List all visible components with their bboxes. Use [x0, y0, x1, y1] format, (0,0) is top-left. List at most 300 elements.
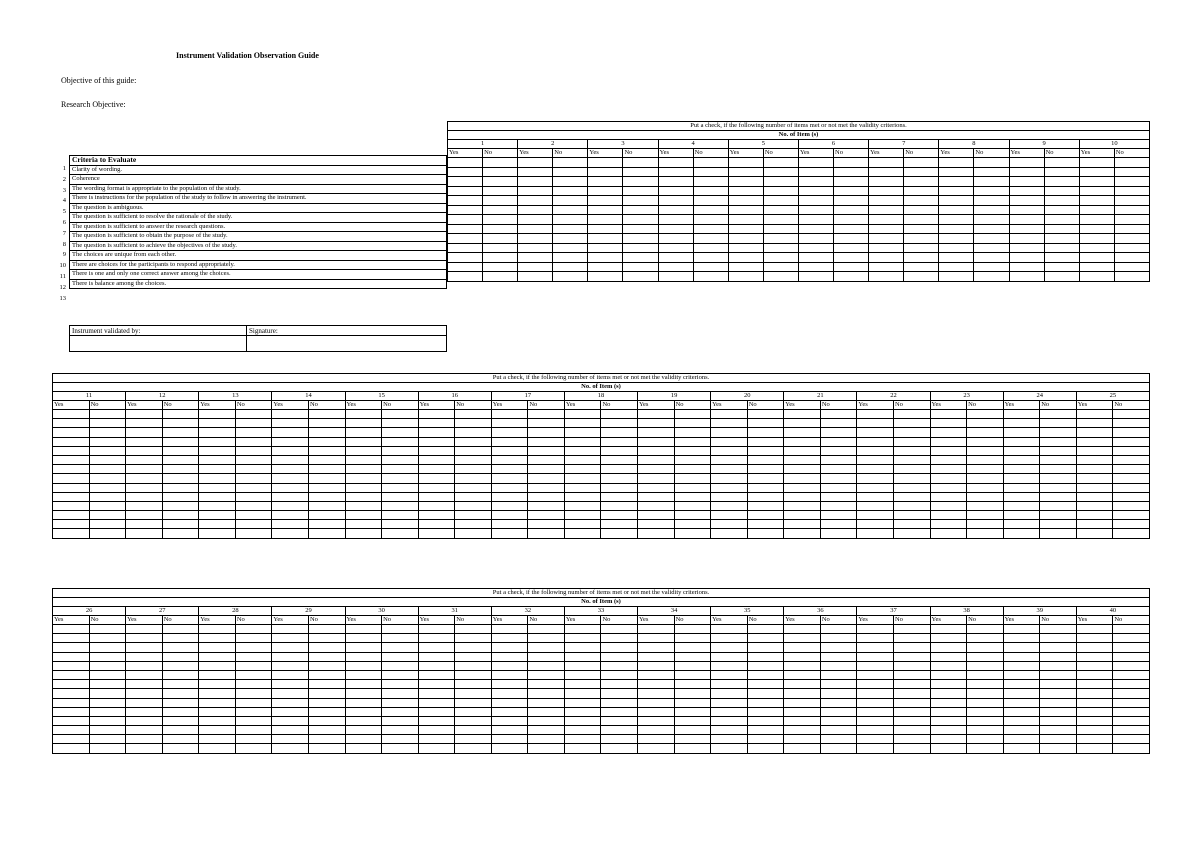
check-cell[interactable] [747, 455, 784, 464]
check-cell[interactable] [638, 529, 675, 538]
check-cell[interactable] [199, 446, 236, 455]
check-cell[interactable] [1040, 492, 1077, 501]
check-cell[interactable] [967, 735, 1004, 744]
check-cell[interactable] [53, 511, 90, 520]
check-cell[interactable] [162, 446, 199, 455]
check-cell[interactable] [162, 437, 199, 446]
check-cell[interactable] [638, 726, 675, 735]
signature-field[interactable] [247, 336, 447, 352]
check-cell[interactable] [1076, 661, 1113, 670]
check-cell[interactable] [658, 224, 693, 234]
check-cell[interactable] [308, 529, 345, 538]
check-cell[interactable] [974, 186, 1009, 196]
check-cell[interactable] [491, 661, 528, 670]
check-cell[interactable] [904, 234, 939, 244]
check-cell[interactable] [974, 272, 1009, 282]
check-cell[interactable] [382, 529, 419, 538]
check-cell[interactable] [601, 670, 638, 679]
check-cell[interactable] [798, 215, 833, 225]
check-cell[interactable] [1076, 465, 1113, 474]
check-cell[interactable] [199, 529, 236, 538]
check-cell[interactable] [674, 492, 711, 501]
check-cell[interactable] [588, 224, 623, 234]
check-cell[interactable] [693, 243, 728, 253]
check-cell[interactable] [1003, 511, 1040, 520]
check-cell[interactable] [623, 167, 658, 177]
check-cell[interactable] [53, 707, 90, 716]
check-cell[interactable] [272, 511, 309, 520]
check-cell[interactable] [1009, 253, 1044, 263]
check-cell[interactable] [820, 689, 857, 698]
check-cell[interactable] [455, 511, 492, 520]
check-cell[interactable] [162, 501, 199, 510]
check-cell[interactable] [53, 661, 90, 670]
check-cell[interactable] [455, 465, 492, 474]
check-cell[interactable] [674, 455, 711, 464]
check-cell[interactable] [418, 410, 455, 419]
check-cell[interactable] [857, 428, 894, 437]
check-cell[interactable] [308, 707, 345, 716]
check-cell[interactable] [382, 419, 419, 428]
check-cell[interactable] [162, 698, 199, 707]
check-cell[interactable] [483, 262, 518, 272]
check-cell[interactable] [89, 643, 126, 652]
check-cell[interactable] [1040, 716, 1077, 725]
check-cell[interactable] [491, 428, 528, 437]
check-cell[interactable] [1040, 419, 1077, 428]
check-cell[interactable] [869, 243, 904, 253]
check-cell[interactable] [382, 474, 419, 483]
check-cell[interactable] [345, 483, 382, 492]
check-cell[interactable] [939, 158, 974, 168]
check-cell[interactable] [601, 661, 638, 670]
check-cell[interactable] [834, 177, 869, 187]
check-cell[interactable] [1079, 272, 1114, 282]
check-cell[interactable] [199, 698, 236, 707]
check-cell[interactable] [308, 726, 345, 735]
check-cell[interactable] [455, 726, 492, 735]
check-cell[interactable] [382, 465, 419, 474]
check-cell[interactable] [1113, 437, 1150, 446]
check-cell[interactable] [967, 437, 1004, 446]
check-cell[interactable] [1003, 446, 1040, 455]
check-cell[interactable] [53, 474, 90, 483]
check-cell[interactable] [382, 625, 419, 634]
check-cell[interactable] [869, 253, 904, 263]
check-cell[interactable] [638, 707, 675, 716]
check-cell[interactable] [1009, 215, 1044, 225]
check-cell[interactable] [857, 625, 894, 634]
check-cell[interactable] [53, 520, 90, 529]
check-cell[interactable] [89, 455, 126, 464]
check-cell[interactable] [345, 446, 382, 455]
check-cell[interactable] [930, 698, 967, 707]
check-cell[interactable] [528, 707, 565, 716]
check-cell[interactable] [893, 698, 930, 707]
check-cell[interactable] [272, 446, 309, 455]
check-cell[interactable] [199, 634, 236, 643]
check-cell[interactable] [528, 735, 565, 744]
check-cell[interactable] [747, 698, 784, 707]
check-cell[interactable] [834, 158, 869, 168]
check-cell[interactable] [162, 625, 199, 634]
check-cell[interactable] [784, 465, 821, 474]
check-cell[interactable] [967, 625, 1004, 634]
check-cell[interactable] [658, 272, 693, 282]
check-cell[interactable] [674, 511, 711, 520]
check-cell[interactable] [1113, 428, 1150, 437]
check-cell[interactable] [126, 483, 163, 492]
check-cell[interactable] [820, 661, 857, 670]
check-cell[interactable] [235, 501, 272, 510]
check-cell[interactable] [382, 689, 419, 698]
check-cell[interactable] [693, 253, 728, 263]
check-cell[interactable] [53, 483, 90, 492]
check-cell[interactable] [601, 652, 638, 661]
check-cell[interactable] [89, 744, 126, 753]
check-cell[interactable] [974, 158, 1009, 168]
check-cell[interactable] [930, 634, 967, 643]
check-cell[interactable] [1113, 726, 1150, 735]
check-cell[interactable] [1040, 643, 1077, 652]
check-cell[interactable] [601, 437, 638, 446]
check-cell[interactable] [601, 428, 638, 437]
check-cell[interactable] [1009, 224, 1044, 234]
check-cell[interactable] [1040, 661, 1077, 670]
check-cell[interactable] [1113, 698, 1150, 707]
check-cell[interactable] [857, 670, 894, 679]
check-cell[interactable] [904, 262, 939, 272]
check-cell[interactable] [623, 205, 658, 215]
check-cell[interactable] [784, 726, 821, 735]
check-cell[interactable] [235, 428, 272, 437]
check-cell[interactable] [857, 410, 894, 419]
check-cell[interactable] [1044, 215, 1079, 225]
check-cell[interactable] [491, 529, 528, 538]
check-cell[interactable] [693, 215, 728, 225]
check-cell[interactable] [693, 186, 728, 196]
check-cell[interactable] [1076, 735, 1113, 744]
check-cell[interactable] [518, 262, 553, 272]
check-cell[interactable] [272, 726, 309, 735]
check-cell[interactable] [658, 253, 693, 263]
check-cell[interactable] [784, 689, 821, 698]
check-cell[interactable] [455, 437, 492, 446]
check-cell[interactable] [308, 474, 345, 483]
check-cell[interactable] [601, 716, 638, 725]
check-cell[interactable] [784, 511, 821, 520]
check-cell[interactable] [345, 652, 382, 661]
check-cell[interactable] [798, 205, 833, 215]
check-cell[interactable] [638, 465, 675, 474]
check-cell[interactable] [588, 272, 623, 282]
check-cell[interactable] [483, 224, 518, 234]
check-cell[interactable] [518, 253, 553, 263]
check-cell[interactable] [1076, 744, 1113, 753]
check-cell[interactable] [674, 474, 711, 483]
check-cell[interactable] [711, 465, 748, 474]
check-cell[interactable] [711, 520, 748, 529]
check-cell[interactable] [418, 689, 455, 698]
check-cell[interactable] [272, 437, 309, 446]
check-cell[interactable] [126, 492, 163, 501]
check-cell[interactable] [345, 465, 382, 474]
check-cell[interactable] [893, 455, 930, 464]
check-cell[interactable] [382, 698, 419, 707]
check-cell[interactable] [834, 215, 869, 225]
check-cell[interactable] [747, 689, 784, 698]
check-cell[interactable] [834, 262, 869, 272]
check-cell[interactable] [162, 455, 199, 464]
check-cell[interactable] [126, 529, 163, 538]
check-cell[interactable] [162, 670, 199, 679]
check-cell[interactable] [564, 465, 601, 474]
check-cell[interactable] [1113, 410, 1150, 419]
check-cell[interactable] [382, 726, 419, 735]
check-cell[interactable] [162, 735, 199, 744]
check-cell[interactable] [674, 446, 711, 455]
check-cell[interactable] [199, 726, 236, 735]
check-cell[interactable] [601, 474, 638, 483]
check-cell[interactable] [491, 410, 528, 419]
check-cell[interactable] [930, 446, 967, 455]
check-cell[interactable] [834, 196, 869, 206]
check-cell[interactable] [345, 643, 382, 652]
check-cell[interactable] [893, 707, 930, 716]
check-cell[interactable] [939, 253, 974, 263]
check-cell[interactable] [857, 643, 894, 652]
check-cell[interactable] [638, 652, 675, 661]
check-cell[interactable] [893, 446, 930, 455]
check-cell[interactable] [491, 501, 528, 510]
check-cell[interactable] [820, 698, 857, 707]
check-cell[interactable] [272, 520, 309, 529]
check-cell[interactable] [382, 410, 419, 419]
check-cell[interactable] [199, 511, 236, 520]
check-cell[interactable] [967, 643, 1004, 652]
check-cell[interactable] [1003, 483, 1040, 492]
check-cell[interactable] [491, 652, 528, 661]
check-cell[interactable] [939, 224, 974, 234]
check-cell[interactable] [601, 689, 638, 698]
check-cell[interactable] [53, 446, 90, 455]
check-cell[interactable] [1040, 529, 1077, 538]
check-cell[interactable] [345, 511, 382, 520]
check-cell[interactable] [1114, 196, 1149, 206]
check-cell[interactable] [1079, 177, 1114, 187]
check-cell[interactable] [553, 205, 588, 215]
check-cell[interactable] [1003, 707, 1040, 716]
check-cell[interactable] [930, 744, 967, 753]
check-cell[interactable] [448, 158, 483, 168]
check-cell[interactable] [1003, 474, 1040, 483]
check-cell[interactable] [834, 234, 869, 244]
check-cell[interactable] [763, 167, 798, 177]
check-cell[interactable] [518, 177, 553, 187]
check-cell[interactable] [308, 410, 345, 419]
check-cell[interactable] [857, 483, 894, 492]
check-cell[interactable] [1040, 726, 1077, 735]
check-cell[interactable] [1044, 224, 1079, 234]
check-cell[interactable] [1076, 670, 1113, 679]
check-cell[interactable] [382, 520, 419, 529]
check-cell[interactable] [308, 698, 345, 707]
check-cell[interactable] [199, 455, 236, 464]
check-cell[interactable] [674, 707, 711, 716]
check-cell[interactable] [1040, 501, 1077, 510]
check-cell[interactable] [1003, 501, 1040, 510]
check-cell[interactable] [162, 716, 199, 725]
check-cell[interactable] [126, 474, 163, 483]
check-cell[interactable] [834, 224, 869, 234]
check-cell[interactable] [711, 483, 748, 492]
check-cell[interactable] [162, 410, 199, 419]
check-cell[interactable] [1114, 234, 1149, 244]
check-cell[interactable] [893, 511, 930, 520]
check-cell[interactable] [491, 455, 528, 464]
check-cell[interactable] [1044, 262, 1079, 272]
check-cell[interactable] [345, 698, 382, 707]
check-cell[interactable] [1113, 511, 1150, 520]
check-cell[interactable] [235, 716, 272, 725]
check-cell[interactable] [693, 272, 728, 282]
check-cell[interactable] [904, 186, 939, 196]
check-cell[interactable] [235, 689, 272, 698]
check-cell[interactable] [199, 625, 236, 634]
check-cell[interactable] [1003, 634, 1040, 643]
check-cell[interactable] [1040, 483, 1077, 492]
check-cell[interactable] [199, 661, 236, 670]
check-cell[interactable] [747, 520, 784, 529]
check-cell[interactable] [1044, 167, 1079, 177]
check-cell[interactable] [455, 483, 492, 492]
check-cell[interactable] [893, 689, 930, 698]
check-cell[interactable] [1003, 698, 1040, 707]
check-cell[interactable] [418, 455, 455, 464]
check-cell[interactable] [820, 716, 857, 725]
check-cell[interactable] [674, 465, 711, 474]
check-cell[interactable] [553, 215, 588, 225]
check-cell[interactable] [1040, 735, 1077, 744]
check-cell[interactable] [1003, 735, 1040, 744]
check-cell[interactable] [638, 501, 675, 510]
check-cell[interactable] [974, 262, 1009, 272]
check-cell[interactable] [126, 437, 163, 446]
check-cell[interactable] [455, 707, 492, 716]
check-cell[interactable] [939, 262, 974, 272]
check-cell[interactable] [308, 744, 345, 753]
check-cell[interactable] [235, 511, 272, 520]
check-cell[interactable] [711, 634, 748, 643]
check-cell[interactable] [448, 224, 483, 234]
check-cell[interactable] [930, 735, 967, 744]
check-cell[interactable] [564, 428, 601, 437]
check-cell[interactable] [784, 652, 821, 661]
check-cell[interactable] [820, 735, 857, 744]
check-cell[interactable] [162, 529, 199, 538]
check-cell[interactable] [308, 735, 345, 744]
check-cell[interactable] [1044, 272, 1079, 282]
check-cell[interactable] [658, 196, 693, 206]
check-cell[interactable] [967, 419, 1004, 428]
check-cell[interactable] [518, 234, 553, 244]
check-cell[interactable] [483, 215, 518, 225]
check-cell[interactable] [857, 455, 894, 464]
check-cell[interactable] [564, 716, 601, 725]
check-cell[interactable] [308, 483, 345, 492]
check-cell[interactable] [1040, 744, 1077, 753]
check-cell[interactable] [784, 735, 821, 744]
check-cell[interactable] [448, 272, 483, 282]
check-cell[interactable] [798, 224, 833, 234]
check-cell[interactable] [53, 625, 90, 634]
check-cell[interactable] [588, 196, 623, 206]
check-cell[interactable] [711, 492, 748, 501]
check-cell[interactable] [528, 726, 565, 735]
check-cell[interactable] [967, 410, 1004, 419]
check-cell[interactable] [601, 726, 638, 735]
check-cell[interactable] [638, 511, 675, 520]
check-cell[interactable] [601, 707, 638, 716]
check-cell[interactable] [1040, 689, 1077, 698]
check-cell[interactable] [272, 419, 309, 428]
check-cell[interactable] [1003, 689, 1040, 698]
check-cell[interactable] [455, 625, 492, 634]
check-cell[interactable] [857, 716, 894, 725]
check-cell[interactable] [893, 520, 930, 529]
check-cell[interactable] [235, 643, 272, 652]
check-cell[interactable] [1113, 661, 1150, 670]
check-cell[interactable] [491, 634, 528, 643]
check-cell[interactable] [967, 511, 1004, 520]
check-cell[interactable] [1114, 224, 1149, 234]
check-cell[interactable] [382, 735, 419, 744]
check-cell[interactable] [491, 511, 528, 520]
check-cell[interactable] [930, 643, 967, 652]
check-cell[interactable] [564, 455, 601, 464]
check-cell[interactable] [126, 643, 163, 652]
check-cell[interactable] [834, 205, 869, 215]
check-cell[interactable] [784, 634, 821, 643]
check-cell[interactable] [601, 643, 638, 652]
check-cell[interactable] [711, 689, 748, 698]
check-cell[interactable] [930, 652, 967, 661]
check-cell[interactable] [798, 186, 833, 196]
check-cell[interactable] [1003, 410, 1040, 419]
check-cell[interactable] [89, 520, 126, 529]
check-cell[interactable] [89, 474, 126, 483]
check-cell[interactable] [588, 205, 623, 215]
check-cell[interactable] [553, 186, 588, 196]
check-cell[interactable] [893, 410, 930, 419]
check-cell[interactable] [763, 158, 798, 168]
check-cell[interactable] [564, 643, 601, 652]
check-cell[interactable] [272, 744, 309, 753]
check-cell[interactable] [1040, 446, 1077, 455]
check-cell[interactable] [798, 243, 833, 253]
check-cell[interactable] [345, 726, 382, 735]
check-cell[interactable] [345, 716, 382, 725]
check-cell[interactable] [553, 262, 588, 272]
check-cell[interactable] [967, 492, 1004, 501]
check-cell[interactable] [235, 680, 272, 689]
check-cell[interactable] [893, 735, 930, 744]
check-cell[interactable] [601, 455, 638, 464]
check-cell[interactable] [747, 501, 784, 510]
check-cell[interactable] [967, 446, 1004, 455]
check-cell[interactable] [553, 167, 588, 177]
check-cell[interactable] [418, 501, 455, 510]
